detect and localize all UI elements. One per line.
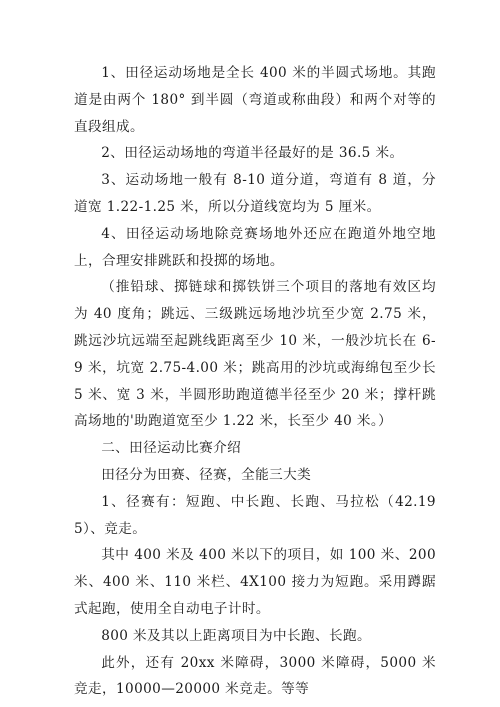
- paragraph-track-events: 1、径赛有：短跑、中长跑、长跑、马拉松（42.195）、竞走。: [74, 493, 436, 537]
- section-heading: 二、田径运动比赛介绍: [101, 440, 242, 457]
- paragraph-field-areas: 4、田径运动场地除竞赛场地外还应在跑道外地空地上，合理安排跳跃和投掷的场地。: [74, 225, 436, 269]
- paragraph-field-specs: （推铅球、掷链球和掷铁饼三个项目的落地有效区均为 40 度角；跳远、三级跳远场地沙坑至少宽 2.75 米，跳远沙坑远端至起跳线距离至少 10 米，一般沙坑长在 6-9 米，坑宽 2.75-4.00 米；跳高用的沙坑或海绵包至少长 5 米、宽 3 米，半圆形助跑道德半径至少 20 米；撑杆跳高场地的'助跑道宽至少 1.22 米，长至少 40 米。）: [74, 279, 436, 430]
- paragraph-middle-long: 800 米及其以上距离项目为中长跑、长跑。: [101, 627, 371, 644]
- paragraph-lanes: 3、运动场地一般有 8-10 道分道，弯道有 8 道，分道宽 1.22-1.25 米，所以分道线宽均为 5 厘米。: [74, 172, 436, 215]
- paragraph-categories: 田径分为田赛、径赛，全能三大类: [101, 466, 312, 483]
- paragraph-sprints: 其中 400 米及 400 米以下的项目，如 100 米、200 米、400 米、110 米栏、4X100 接力为短跑。采用蹲踞式起跑，使用全自动电子计时。: [74, 547, 436, 617]
- paragraph-other-events: 此外，还有 20xx 米障碍，3000 米障碍，5000 米竞走，10000—20000 米竞走。等等: [74, 654, 436, 698]
- paragraph-track-layout: 1、田径运动场地是全长 400 米的半圆式场地。其跑道是由两个 180° 到半圆（弯道或称曲段）和两个对等的直段组成。: [74, 65, 436, 135]
- paragraph-curve-radius: 2、田径运动场地的弯道半径最好的是 36.5 米。: [101, 145, 404, 162]
